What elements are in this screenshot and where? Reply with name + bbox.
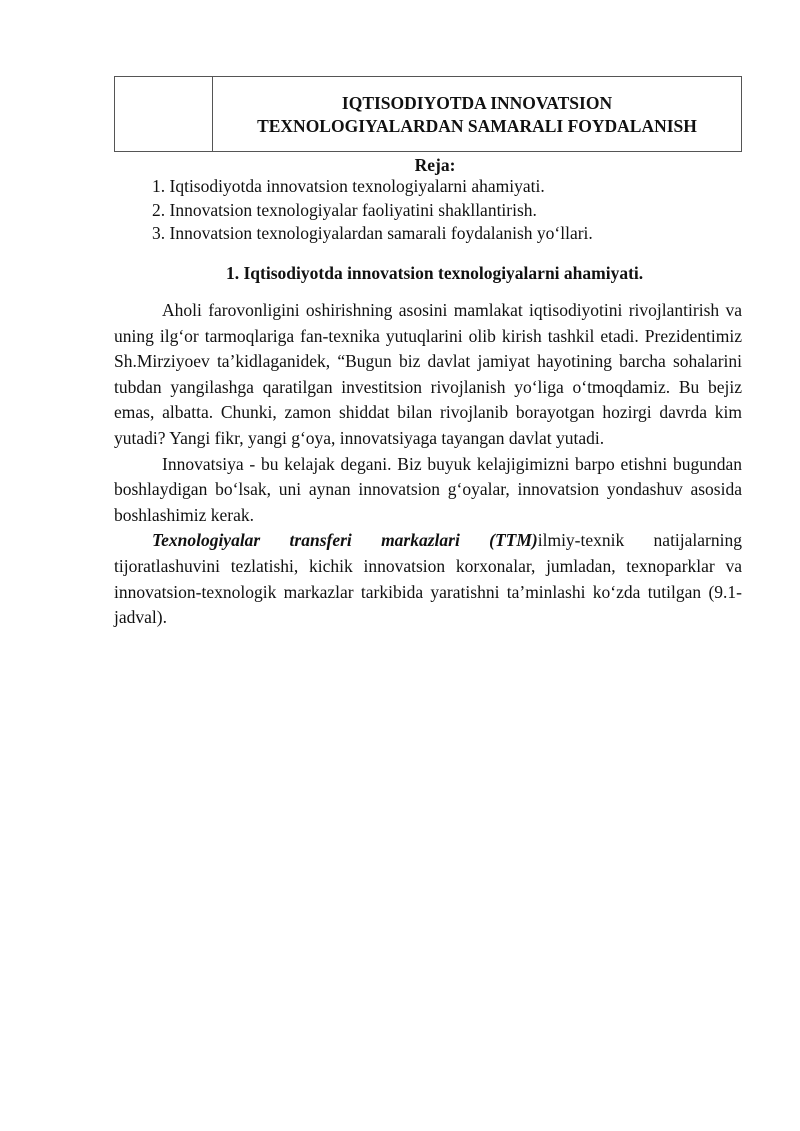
document-title-line-2: TEXNOLOGIYALARDAN SAMARALI FOYDALANISH <box>257 116 697 136</box>
plan-list <box>152 175 593 246</box>
paragraph-2: Innovatsiya - bu kelajak degani. Biz buyuk kelajigimizni barpo etishni bugundan boshlaydigan bo‘lsak, uni aynan innovatsion g‘oyalar, innovatsion yondashuv asosida boshlashimiz kerak. <box>114 453 742 525</box>
title-table-empty-cell <box>115 77 213 151</box>
paragraph-1: Aholi farovonligini oshirishning asosini mamlakat iqtisodiyotini rivojlantirish va uning ilg‘or tarmoqlariga fan-texnika yutuqlarini olib kirish tashkil etadi. Prezidentimiz Sh.Mirziyoev ta’kidlaganidek, “Bugun biz davlat jamiyat hayotining barcha sohalarini tubdan yangilashga qaratilgan investitsion rivojlanish yo‘liga o‘tmoqdamiz. Bu bejiz emas, albatta. Chunki, zamon shiddat bilan rivojlanib borayotgan hozirgi davrda kim yutadi? Yangi fikr, yangi g‘oya, innovatsiyaga tayangan davlat yutadi. <box>114 300 742 448</box>
document-title-line-1: IQTISODIYOTDA INNOVATSION <box>341 93 613 113</box>
paragraph-3-text: ilmiy-texnik natijalarning tijoratlashuvini tezlatishi, kichik innovatsion korxonalar, jumladan, texnoparklar va innovatsion-texnologik markazlar tarkibida yaratishni ta’minlashi ko‘zda tutilgan (9.1-jadval). <box>114 530 742 628</box>
document-title <box>213 77 741 151</box>
plan-item-2: 2. Innovatsion texnologiyalar faoliyatini shakllantirish. <box>152 199 537 220</box>
paragraph-3 <box>114 528 742 630</box>
title-table <box>114 76 742 152</box>
ttm-term: Texnologiyalar transferi markazlari (TTM) <box>152 530 538 551</box>
section-body <box>114 298 742 631</box>
plan-heading: Reja: <box>414 155 456 175</box>
section-heading: 1. Iqtisodiyotda innovatsion texnologiyalarni ahamiyati. <box>226 263 644 283</box>
plan-item-1: 1. Iqtisodiyotda innovatsion texnologiyalarni ahamiyati. <box>152 176 545 196</box>
plan-item-3: 3. Innovatsion texnologiyalardan samarali foydalanish yo‘llari. <box>152 223 593 243</box>
